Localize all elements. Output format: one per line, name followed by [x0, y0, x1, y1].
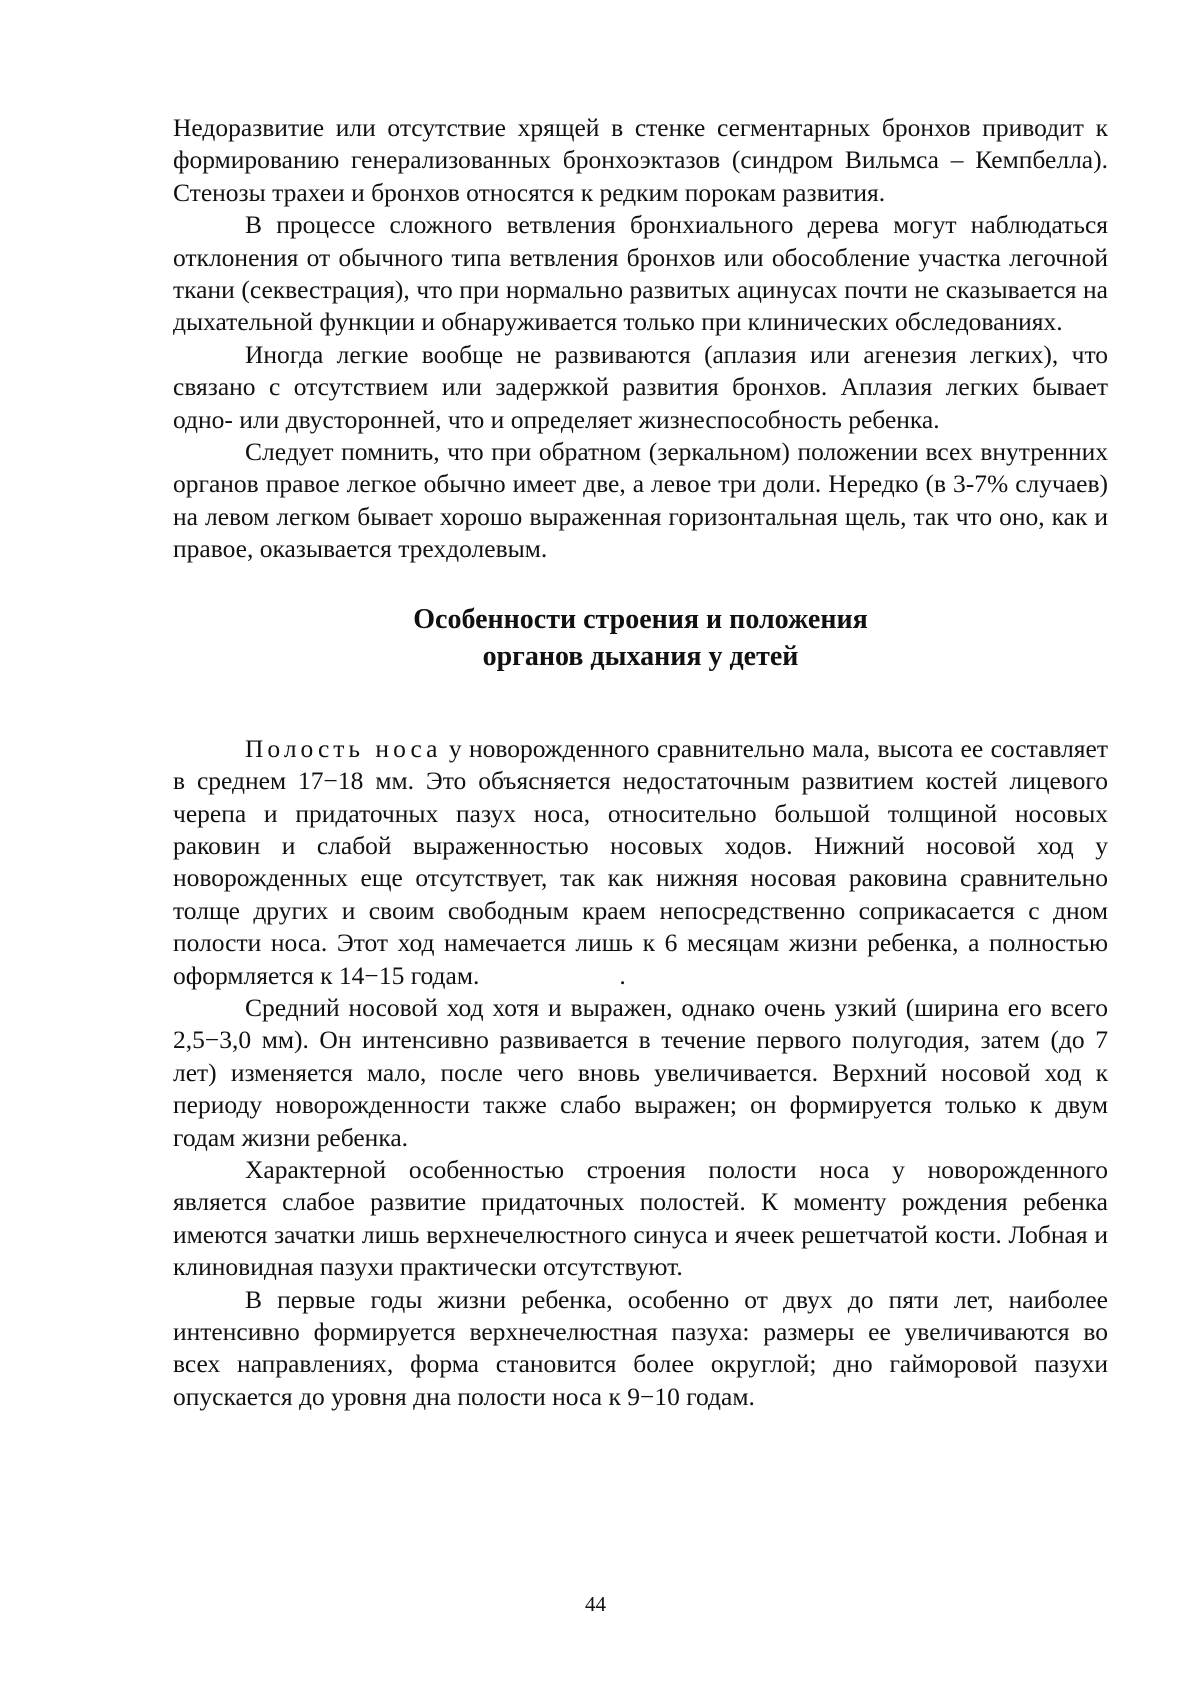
spacer [173, 675, 1108, 733]
paragraph-paranasal-sinuses: Характерной особенностью строения полости носа у новорожденного является слабое развитие придаточных полостей. К моменту рождения ребенка имеются зачатки лишь верхнечелюстного синуса и ячеек решетчатой кости. Лобная и клиновидная пазухи практически отсутствуют. [173, 1154, 1108, 1282]
paragraph-nasal-cavity [173, 733, 1108, 992]
paragraph-bronchi-underdevelopment: Недоразвитие или отсутствие хрящей в стенке сегментарных бронхов приводит к формированию генерализованных бронхоэктазов (синдром Вильмса – Кемпбелла). Стенозы трахеи и бронхов относятся к редким порокам развития. [173, 113, 1108, 207]
spacer [173, 566, 1108, 601]
paragraph-mirror-position: Следует помнить, что при обратном (зеркальном) положении всех внутренних органов правое легкое обычно имеет две, а левое три доли. Нередко (в 3-7% случаев) на левом легком бывает хорошо выраженная горизонтальная щель, так что оно, как и правое, оказывается трехдолевым. [173, 437, 1108, 564]
paragraph-nasal-cavity-text: у новорожденного сравнительно мала, высота ее составляет в среднем 17−18 мм. Это объясняется недостаточным развитием костей лицевого черепа и придаточных пазух носа, относительно большой толщиной носовых раковин и слабой выраженностью носовых ходов. Нижний носовой ход у новорожденных еще отсутствует, так как нижняя носовая раковина сравнительно толще других и своим свободным краем непосредственно соприкасается с дном полости носа. Этот ход намечается лишь к 6 месяцам жизни ребенка, а полностью оформляется к 14−15 годам. [173, 733, 1108, 990]
paragraph-maxillary-sinus: В первые годы жизни ребенка, особенно от двух до пяти лет, наиболее интенсивно формируется верхнечелюстная пазуха: размеры ее увеличиваются во всех направлениях, форма становится более округлой; дно гайморовой пазухи опускается до уровня дна полости носа к 9−10 годам. [173, 1284, 1108, 1411]
page-number: 44 [585, 1592, 606, 1616]
section-heading [173, 601, 1108, 675]
paragraph-lung-aplasia: Иногда легкие вообще не развиваются (аплазия или агенезия легких), что связано с отсутствием или задержкой развития бронхов. Аплазия легких бывает одно- или двусторонней, что и определяет жизнеспособность ребенка. [173, 339, 1108, 434]
document-page [173, 112, 1108, 1612]
section-heading-line1: Особенности строения и положения [413, 603, 868, 635]
paragraph-branching-deviations: В процессе сложного ветвления бронхиального дерева могут наблюдаться отклонения от обычного типа ветвления бронхов или обособление участка легочной ткани (секвестрация), что при нормально развитых ацинусах почти не сказывается на дыхательной функции и обнаруживается только при клинических обследованиях. [173, 210, 1108, 337]
paragraph-middle-nasal-passage: Средний носовой ход хотя и выражен, однако очень узкий (ширина его всего 2,5−3,0 мм). Он интенсивно развивается в течение первого полугодия, затем (до 7 лет) изменяется мало, после чего вновь увеличивается. Верхний носовой ход к периоду новорожденности также слабо выражен; он формируется только к двум годам жизни ребенка. [173, 992, 1108, 1152]
stray-dot: . [619, 960, 626, 990]
lead-term-nasal-cavity: Полость носа [245, 733, 442, 763]
section-heading-line2: органов дыхания у детей [482, 640, 799, 672]
